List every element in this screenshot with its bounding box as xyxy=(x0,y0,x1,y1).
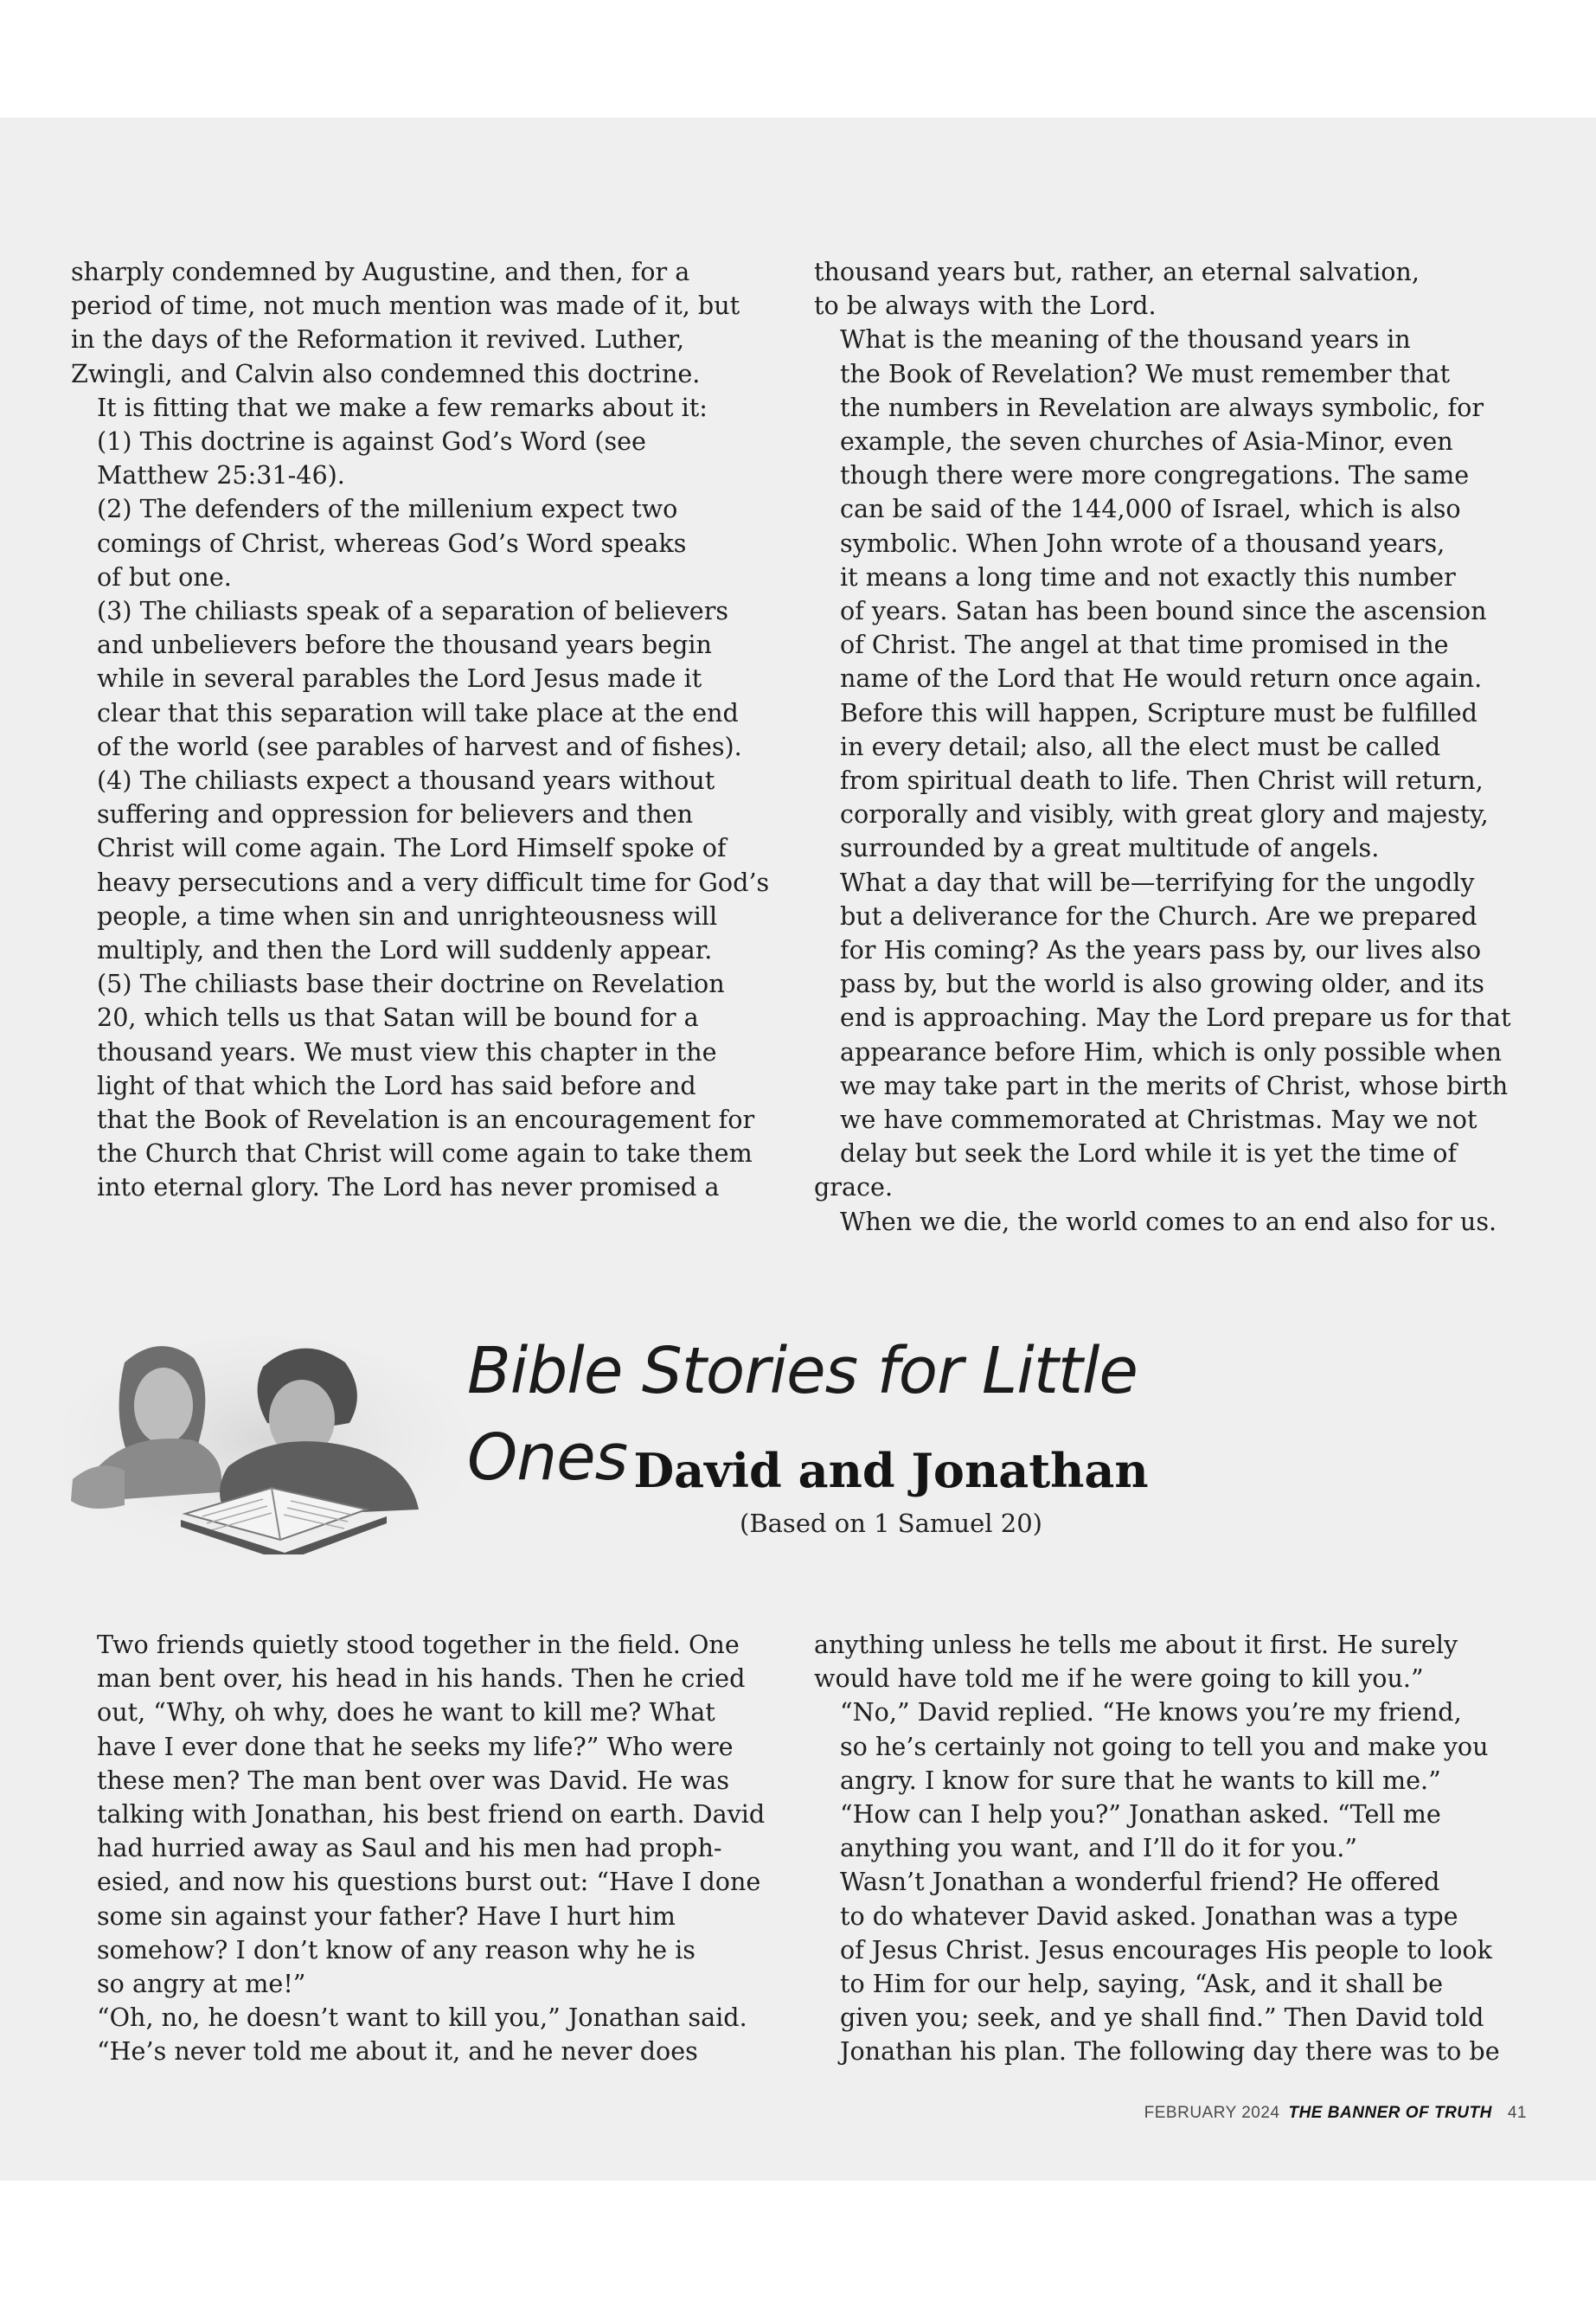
children-reading-bible-illustration xyxy=(64,1328,476,1554)
text-line: had hurried away as Saul and his men had proph- xyxy=(97,1833,722,1863)
text-line: Wasn’t Jonathan a wonderful friend? He offered xyxy=(840,1867,1440,1897)
text-line: It is fitting that we make a few remarks about it: xyxy=(97,392,708,422)
text-line: anything you want, and I’ll do it for you.” xyxy=(840,1833,1357,1863)
text-line: to be always with the Lord. xyxy=(814,291,1157,321)
text-line: out, “Why, oh why, does he want to kill me? What xyxy=(97,1697,715,1727)
text-line: corporally and visibly, with great glory and majesty, xyxy=(840,799,1489,830)
text-line: somehow? I don’t know of any reason why he is xyxy=(97,1934,695,1965)
text-line: of but one. xyxy=(97,561,232,592)
text-line: sharply condemned by Augustine, and then, for a xyxy=(71,257,690,286)
text-line: the numbers in Revelation are always symbolic, for xyxy=(840,392,1484,422)
text-line: appearance before Him, which is only possible when xyxy=(840,1036,1503,1067)
text-line: to Him for our help, saying, “Ask, and it shall be xyxy=(840,1969,1443,1999)
article-left-column xyxy=(71,255,780,1205)
text-line: of Jesus Christ. Jesus encourages His people to look xyxy=(840,1934,1492,1965)
story-right-column xyxy=(814,1628,1523,2069)
paragraph xyxy=(71,1628,780,2001)
text-line: “No,” David replied. “He knows you’re my friend, xyxy=(840,1697,1462,1727)
paragraph xyxy=(71,255,780,391)
text-line: it means a long time and not exactly this number xyxy=(840,561,1456,592)
text-line: Before this will happen, Scripture must be fulfilled xyxy=(840,697,1477,727)
text-line: When we die, the world comes to an end also for us. xyxy=(840,1206,1497,1236)
text-line: though there were more congregations. The same xyxy=(840,460,1470,490)
text-line: What a day that will be—terrifying for the ungodly xyxy=(840,867,1475,897)
text-line: What is the meaning of the thousand years in xyxy=(840,324,1411,355)
paragraph xyxy=(814,255,1523,323)
paragraph xyxy=(814,1628,1523,1695)
paragraph xyxy=(814,323,1523,865)
text-line: we have commemorated at Christmas. May we not xyxy=(840,1105,1477,1135)
text-line: of years. Satan has been bound since the ascension xyxy=(840,596,1487,626)
page-footer xyxy=(1144,2104,1527,2123)
paragraph xyxy=(71,2001,780,2068)
text-line: that the Book of Revelation is an encouragement for xyxy=(97,1105,755,1135)
text-line: name of the Lord that He would return once again. xyxy=(840,663,1483,694)
text-line: in the days of the Reformation it revived. Luther, xyxy=(71,324,685,355)
text-line: would have told me if he were going to kill you.” xyxy=(814,1663,1424,1694)
text-line: (2) The defenders of the millenium expect two xyxy=(97,494,678,524)
text-line: man bent over, his head in his hands. Then he cried xyxy=(97,1663,746,1694)
story-subtitle: (Based on 1 Samuel 20) xyxy=(740,1509,1042,1538)
text-line: anything unless he tells me about it first. He surely xyxy=(814,1630,1458,1659)
text-line: (5) The chiliasts base their doctrine on Revelation xyxy=(97,969,725,999)
footer-date: FEBRUARY 2024 xyxy=(1144,2104,1280,2122)
text-line: Christ will come again. The Lord Himself spoke of xyxy=(97,833,727,863)
text-line: for His coming? As the years pass by, our lives also xyxy=(840,935,1482,965)
text-line: from spiritual death to life. Then Christ will return, xyxy=(840,766,1484,796)
text-line: we may take part in the merits of Christ, whose birth xyxy=(840,1070,1509,1100)
text-line: so he’s certainly not going to tell you and make you xyxy=(840,1731,1489,1761)
text-line: thousand years. We must view this chapter in the xyxy=(97,1036,717,1067)
text-line: esied, and now his questions burst out: “Have I done xyxy=(97,1867,761,1897)
paragraph xyxy=(814,1798,1523,1865)
paragraph xyxy=(814,1865,1523,2068)
footer-publication: THE BANNER OF TRUTH xyxy=(1288,2104,1492,2122)
paragraph xyxy=(71,425,780,492)
text-line: talking with Jonathan, his best friend on earth. David xyxy=(97,1799,766,1830)
text-line: light of that which the Lord has said before and xyxy=(97,1070,696,1100)
text-line: (4) The chiliasts expect a thousand years without xyxy=(97,766,715,796)
text-line: delay but seek the Lord while it is yet the time of grace. xyxy=(814,1138,1458,1202)
text-line: Jonathan his plan. The following day there was to be xyxy=(840,2036,1500,2067)
story-left-column xyxy=(71,1628,780,2069)
paragraph xyxy=(71,391,780,425)
text-line: Two friends quietly stood together in the field. One xyxy=(97,1630,740,1659)
text-line: while in several parables the Lord Jesus made it xyxy=(97,663,702,694)
text-line: “How can I help you?” Jonathan asked. “Tell me xyxy=(840,1799,1441,1830)
text-line: “Oh, no, he doesn’t want to kill you,” Jonathan said. xyxy=(97,2003,747,2033)
text-line: have I ever done that he seeks my life?” Who were xyxy=(97,1731,734,1761)
text-line: Matthew 25:31-46). xyxy=(97,460,345,490)
text-line: angry. I know for sure that he wants to kill me.” xyxy=(840,1765,1441,1795)
text-line: people, a time when sin and unrighteousness will xyxy=(97,901,718,931)
text-line: to do whatever David asked. Jonathan was a type xyxy=(840,1900,1458,1931)
text-line: of Christ. The angel at that time promised in the xyxy=(840,630,1449,660)
text-line: these men? The man bent over was David. He was xyxy=(97,1765,729,1795)
section-title: Bible Stories for Little Ones xyxy=(467,1334,1138,1495)
page-number: 41 xyxy=(1507,2104,1527,2122)
text-line: and unbelievers before the thousand years begin xyxy=(97,630,712,660)
text-line: Zwingli, and Calvin also condemned this doctrine. xyxy=(71,358,701,388)
text-line: thousand years but, rather, an eternal salvation, xyxy=(814,257,1420,286)
text-line: (1) This doctrine is against God’s Word (see xyxy=(97,426,646,457)
paragraph xyxy=(814,866,1523,1239)
text-line: into eternal glory. The Lord has never promised a xyxy=(97,1172,720,1202)
text-line: can be said of the 144,000 of Israel, which is also xyxy=(840,494,1461,524)
text-line: symbolic. When John wrote of a thousand years, xyxy=(840,528,1445,558)
text-line: example, the seven churches of Asia-Minor, even xyxy=(840,426,1453,457)
paragraph xyxy=(71,492,780,594)
text-line: in every detail; also, all the elect must be called xyxy=(840,731,1441,761)
text-line: of the world (see parables of harvest and of fishes). xyxy=(97,731,742,761)
text-line: comings of Christ, whereas God’s Word speaks xyxy=(97,528,687,558)
text-line: the Book of Revelation? We must remember that xyxy=(840,358,1451,388)
paragraph xyxy=(71,764,780,967)
text-line: period of time, not much mention was made of it, but xyxy=(71,291,740,321)
text-line: some sin against your father? Have I hurt him xyxy=(97,1900,676,1931)
text-line: end is approaching. May the Lord prepare us for that xyxy=(840,1003,1511,1033)
paragraph xyxy=(814,1695,1523,1798)
text-line: (3) The chiliasts speak of a separation of believers xyxy=(97,596,729,626)
text-line: so angry at me!” xyxy=(97,1969,306,1999)
text-line: but a deliverance for the Church. Are we prepared xyxy=(840,901,1477,931)
text-line: multiply, and then the Lord will suddenly appear. xyxy=(97,935,713,965)
text-line: clear that this separation will take place at the end xyxy=(97,697,739,727)
paragraph xyxy=(71,967,780,1204)
text-line: heavy persecutions and a very difficult time for God’s xyxy=(97,867,770,897)
text-line: given you; seek, and ye shall find.” Then David told xyxy=(840,2003,1484,2033)
text-line: 20, which tells us that Satan will be bound for a xyxy=(97,1003,699,1033)
story-title: David and Jonathan xyxy=(633,1443,1149,1498)
text-line: suffering and oppression for believers and then xyxy=(97,799,694,830)
text-line: “He’s never told me about it, and he never does xyxy=(97,2036,698,2067)
text-line: surrounded by a great multitude of angels. xyxy=(840,833,1380,863)
article-right-column xyxy=(814,255,1523,1239)
text-line: the Church that Christ will come again to take them xyxy=(97,1138,753,1169)
paragraph xyxy=(71,594,780,764)
text-line: pass by, but the world is also growing older, and its xyxy=(840,969,1484,999)
